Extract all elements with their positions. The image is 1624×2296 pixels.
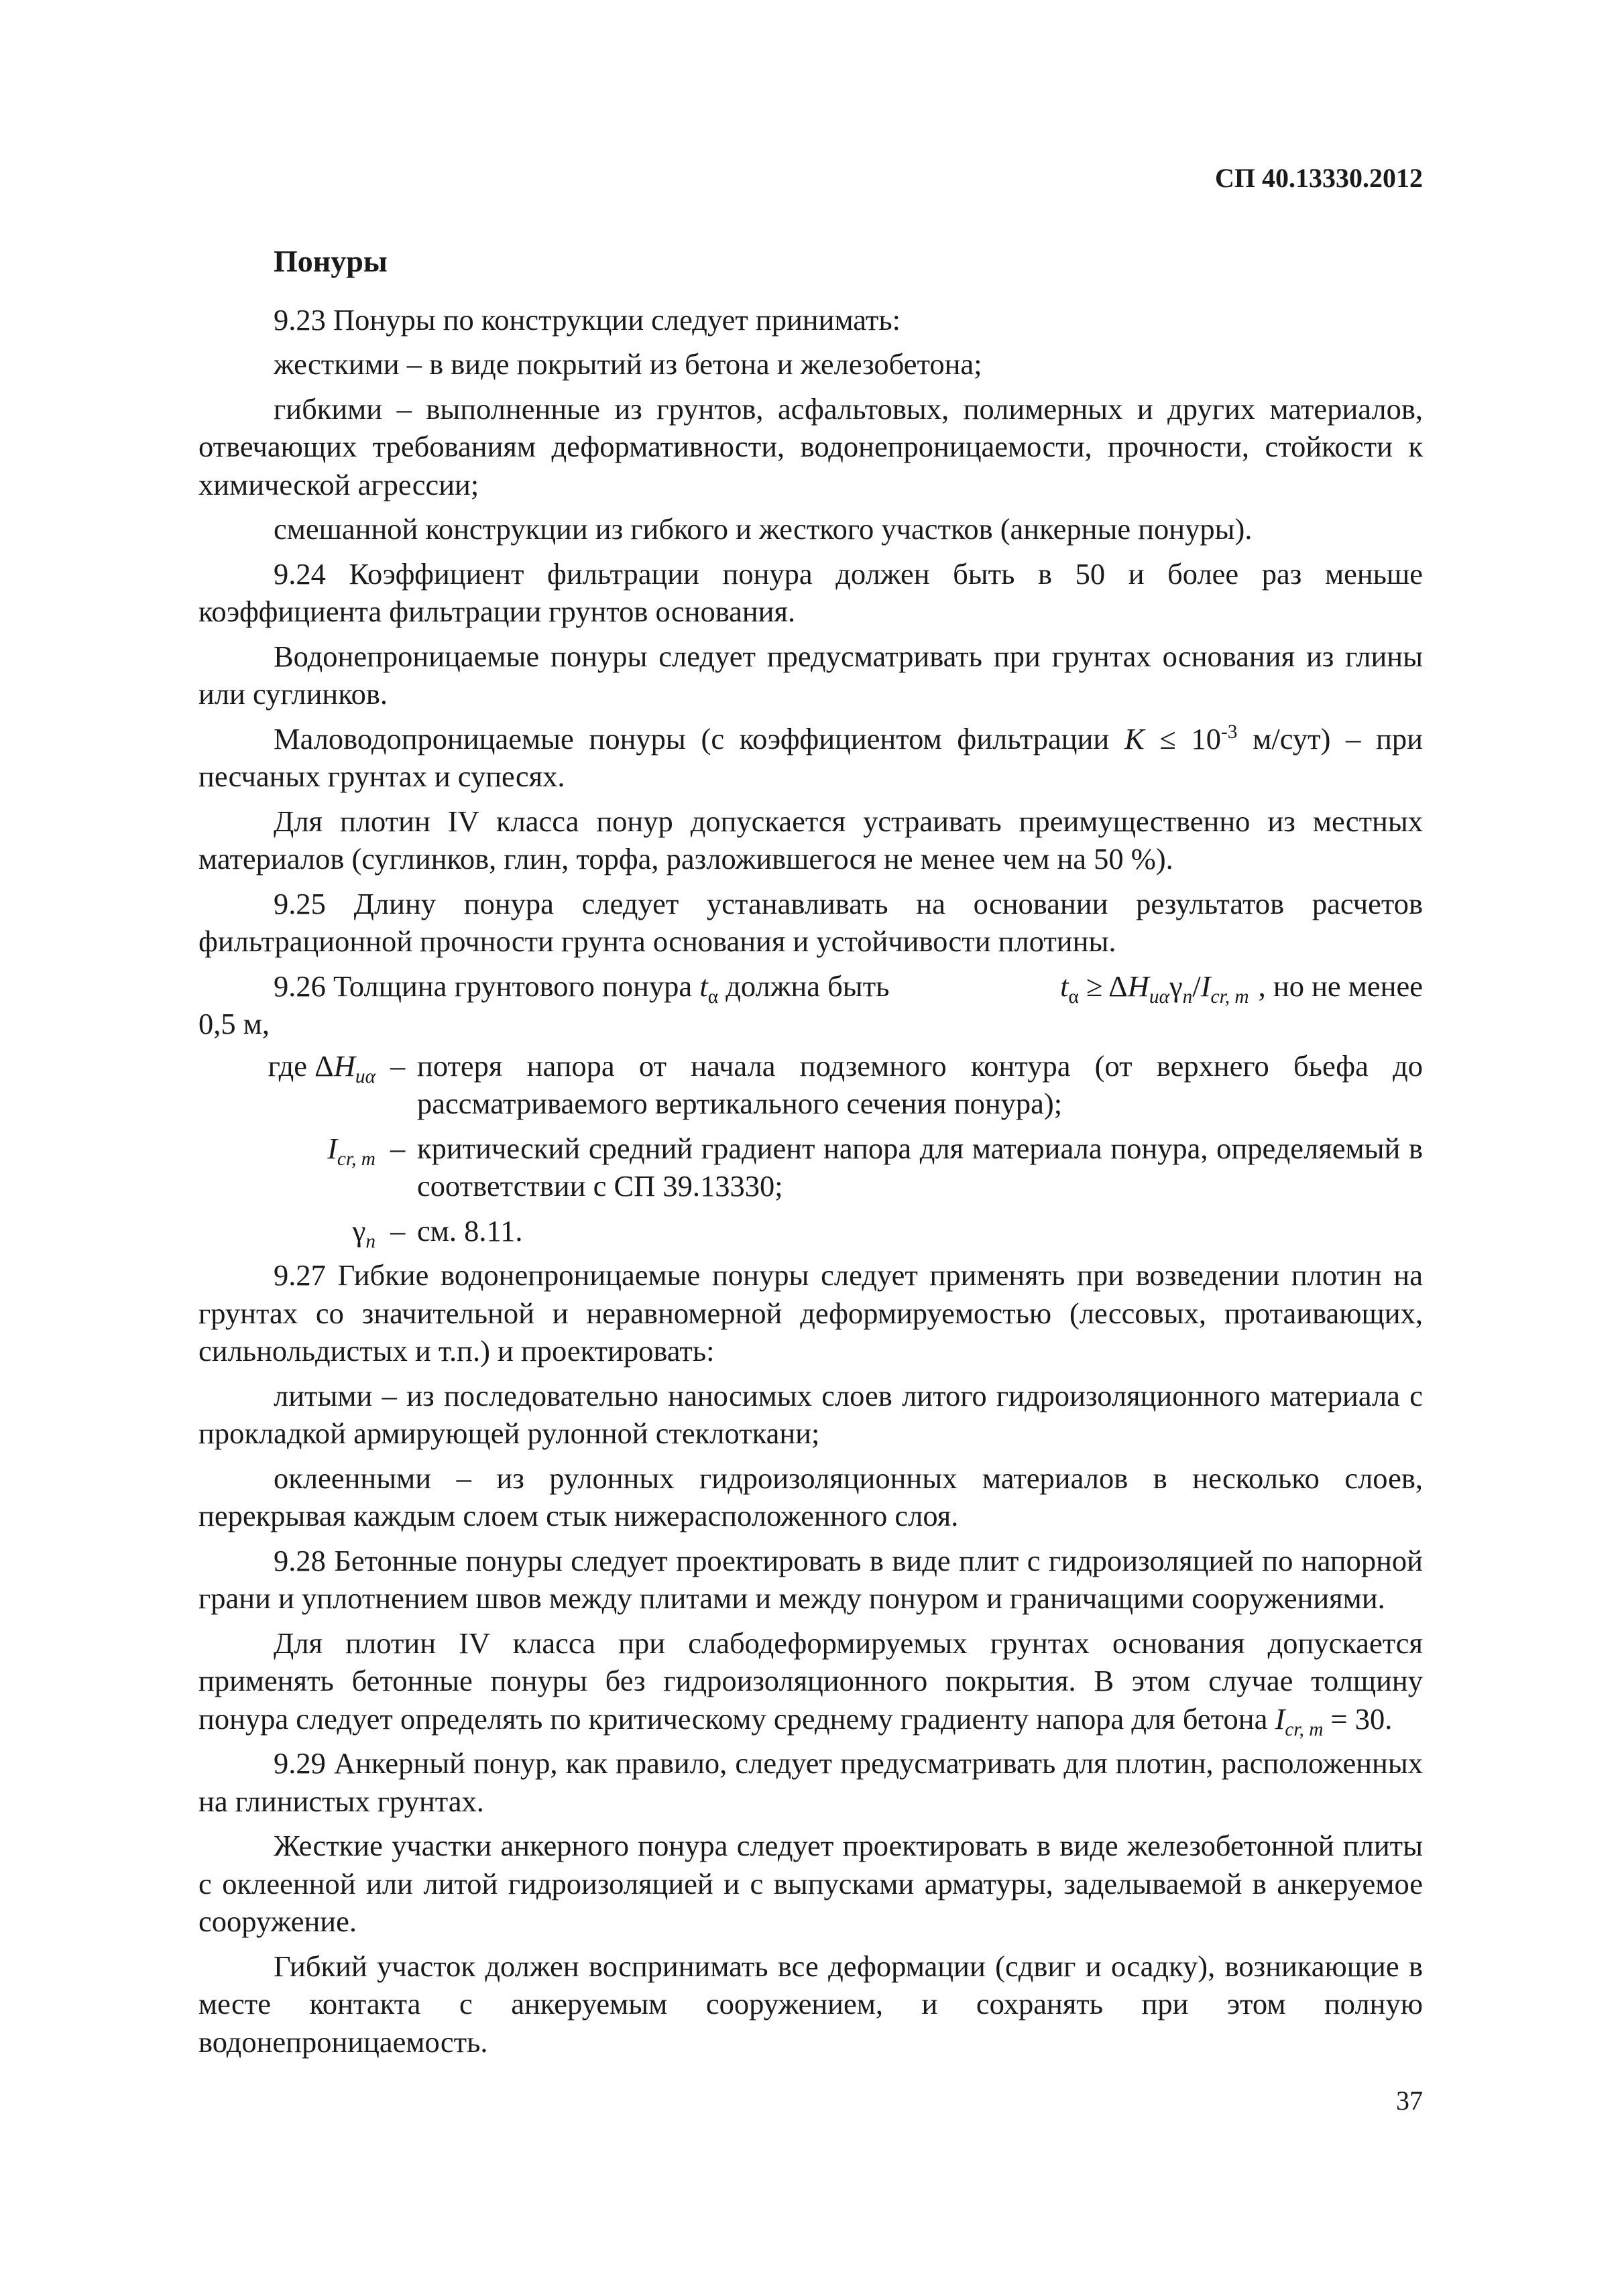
- t-subscript: α: [707, 985, 719, 1008]
- legend-row-gradient: [198, 1130, 1423, 1205]
- paragraph-class-iv: Для плотин IV класса понур допускается устраивать преимущественно из местных материалов (суглинков, глин, торфа, разложившегося не менее чем на 50 %).: [198, 804, 1423, 875]
- page-content: [198, 243, 1423, 2061]
- formula-t: t: [1060, 969, 1069, 1003]
- paragraph-9-23: 9.23 Понуры по конструкции следует принимать:: [274, 302, 901, 337]
- text-fragment: Для плотин IV класса при слабодеформируемых грунтах основания допускается применять бетонные понуры без гидроизоляционного покрытия. В этом случае толщину понура следует определять по критическому среднему градиенту напора для бетона: [198, 1626, 1423, 1736]
- text-fragment: 9.26 Толщина грунтового понура: [274, 969, 700, 1003]
- legend-h: H: [333, 1048, 355, 1083]
- text-fragment: м/сут) – при песчаных грунтах и супесях.: [198, 721, 1423, 793]
- formula-t-sub: α: [1068, 985, 1079, 1008]
- paragraph-flexible: гибкими – выполненные из грунтов, асфальтовых, полимерных и других материалов, отвечающих требованиям деформативности, водонепроницаемости, прочности, стойкости к химической агрессии;: [198, 391, 1423, 501]
- formula-slash: /: [1192, 969, 1201, 1003]
- legend-gamma-sub: n: [365, 1230, 375, 1252]
- legend-h-sub: uα: [355, 1065, 375, 1087]
- paragraph-9-25: 9.25 Длину понура следует устанавливать на основании результатов расчетов фильтрационной прочности грунта основания и устойчивости плотины.: [198, 886, 1423, 958]
- legend-text: потеря напора от начала подземного контура (от верхнего бьефа до рассматриваемого вертикального сечения понура);: [417, 1048, 1423, 1120]
- legend-symbol: [198, 1130, 390, 1168]
- formula-lead-text: [198, 967, 1040, 1006]
- paragraph-glued: оклеенными – из рулонных гидроизоляционных материалов в несколько слоев, перекрывая каждым слоем стык нижерасположенного слоя.: [198, 1461, 1423, 1532]
- paragraph-rigid: жесткими – в виде покрытий из бетона и железобетона;: [274, 347, 982, 381]
- paragraph-9-29: 9.29 Анкерный понур, как правило, следует предусматривать для плотин, расположенных на глинистых грунтах.: [198, 1746, 1423, 1818]
- legend-text: критический средний градиент напора для материала понура, определяемый в соответствии с СП 39.13330;: [417, 1131, 1423, 1203]
- legend-row-gamma: [198, 1212, 1423, 1250]
- document-code: СП 40.13330.2012: [1215, 163, 1423, 193]
- formula-gamma: γ: [1169, 969, 1183, 1003]
- formula-h: H: [1127, 969, 1149, 1003]
- t-symbol: t: [699, 969, 708, 1003]
- legend-symbol: [198, 1047, 390, 1085]
- formula-h-sub: uα: [1149, 985, 1169, 1008]
- formula-legend: [198, 1047, 1423, 1250]
- paragraph-cast: литыми – из последовательно наносимых слоев литого гидроизоляционного материала с прокладкой армирующей рулонной стеклоткани;: [198, 1378, 1423, 1450]
- legend-delta: Δ: [314, 1048, 334, 1083]
- legend-gamma: γ: [352, 1213, 366, 1248]
- text-fragment: Маловодопроницаемые понуры (с коэффициентом фильтрации: [274, 721, 1124, 756]
- legend-dash: –: [390, 1131, 406, 1165]
- legend-dash: –: [390, 1213, 406, 1248]
- formula-continuation: 0,5 м,: [198, 1007, 270, 1040]
- k-symbol: K: [1124, 721, 1145, 756]
- paragraph-waterproof: Водонепроницаемые понуры следует предусматривать при грунтах основания из глины или суглинков.: [198, 639, 1423, 711]
- paragraph-rigid-sections: Жесткие участки анкерного понура следует проектировать в виде железобетонной плиты с оклеенной или литой гидроизоляцией и с выпусками арматуры, заделываемой в анкеруемое сооружение.: [198, 1829, 1423, 1938]
- i-subscript: cr, m: [1285, 1718, 1324, 1740]
- legend-row-head-loss: [198, 1047, 1423, 1123]
- paragraph-9-27: 9.27 Гибкие водонепроницаемые понуры следует применять при возведении плотин на грунтах со значительной и неравномерной деформируемостью (лессовых, протаивающих, сильнольдистых и т.п.) и проектировать:: [198, 1258, 1423, 1368]
- legend-i-sub: cr, m: [337, 1148, 375, 1170]
- paragraph-9-24: 9.24 Коэффициент фильтрации понура должен быть в 50 и более раз меньше коэффициента фильтрации грунтов основания.: [198, 556, 1423, 628]
- formula-tail: , но не менее: [1258, 969, 1423, 1003]
- paragraph-concrete-class-iv: [198, 1624, 1423, 1738]
- legend-dash: –: [390, 1048, 406, 1083]
- paragraph-9-28: 9.28 Бетонные понуры следует проектировать в виде плит с гидроизоляцией по напорной грани и уплотнением швов между плитами и между понуром и граничащими сооружениями.: [198, 1543, 1423, 1615]
- paragraph-mixed: смешанной конструкции из гибкого и жесткого участков (анкерные понуры).: [274, 512, 1253, 546]
- formula-gamma-sub: n: [1182, 985, 1193, 1008]
- legend-text: см. 8.11.: [417, 1213, 523, 1248]
- text-fragment: = 30.: [1323, 1701, 1393, 1736]
- i-symbol: I: [1275, 1701, 1285, 1736]
- text-fragment: должна быть: [718, 969, 890, 1003]
- thickness-formula: [1060, 967, 1249, 1006]
- paragraph-low-permeable: [198, 720, 1423, 796]
- legend-where: где: [268, 1048, 308, 1083]
- formula-i-sub: cr, m: [1210, 985, 1249, 1008]
- page-number: 37: [1396, 2086, 1423, 2116]
- formula-ge: ≥ Δ: [1078, 969, 1128, 1003]
- paragraph-flexible-section: Гибкий участок должен воспринимать все деформации (сдвиг и осадку), возникающие в месте контакта с анкеруемым сооружением, и сохранять при этом полную водонепроницаемость.: [198, 1949, 1423, 2059]
- formula-i: I: [1200, 969, 1211, 1003]
- le-sign: ≤ 10: [1144, 721, 1222, 756]
- section-title: Понуры: [274, 244, 388, 278]
- legend-symbol: [198, 1212, 390, 1250]
- exponent: -3: [1221, 721, 1238, 743]
- paragraph-9-26: [198, 967, 1423, 1006]
- legend-i: I: [327, 1131, 337, 1165]
